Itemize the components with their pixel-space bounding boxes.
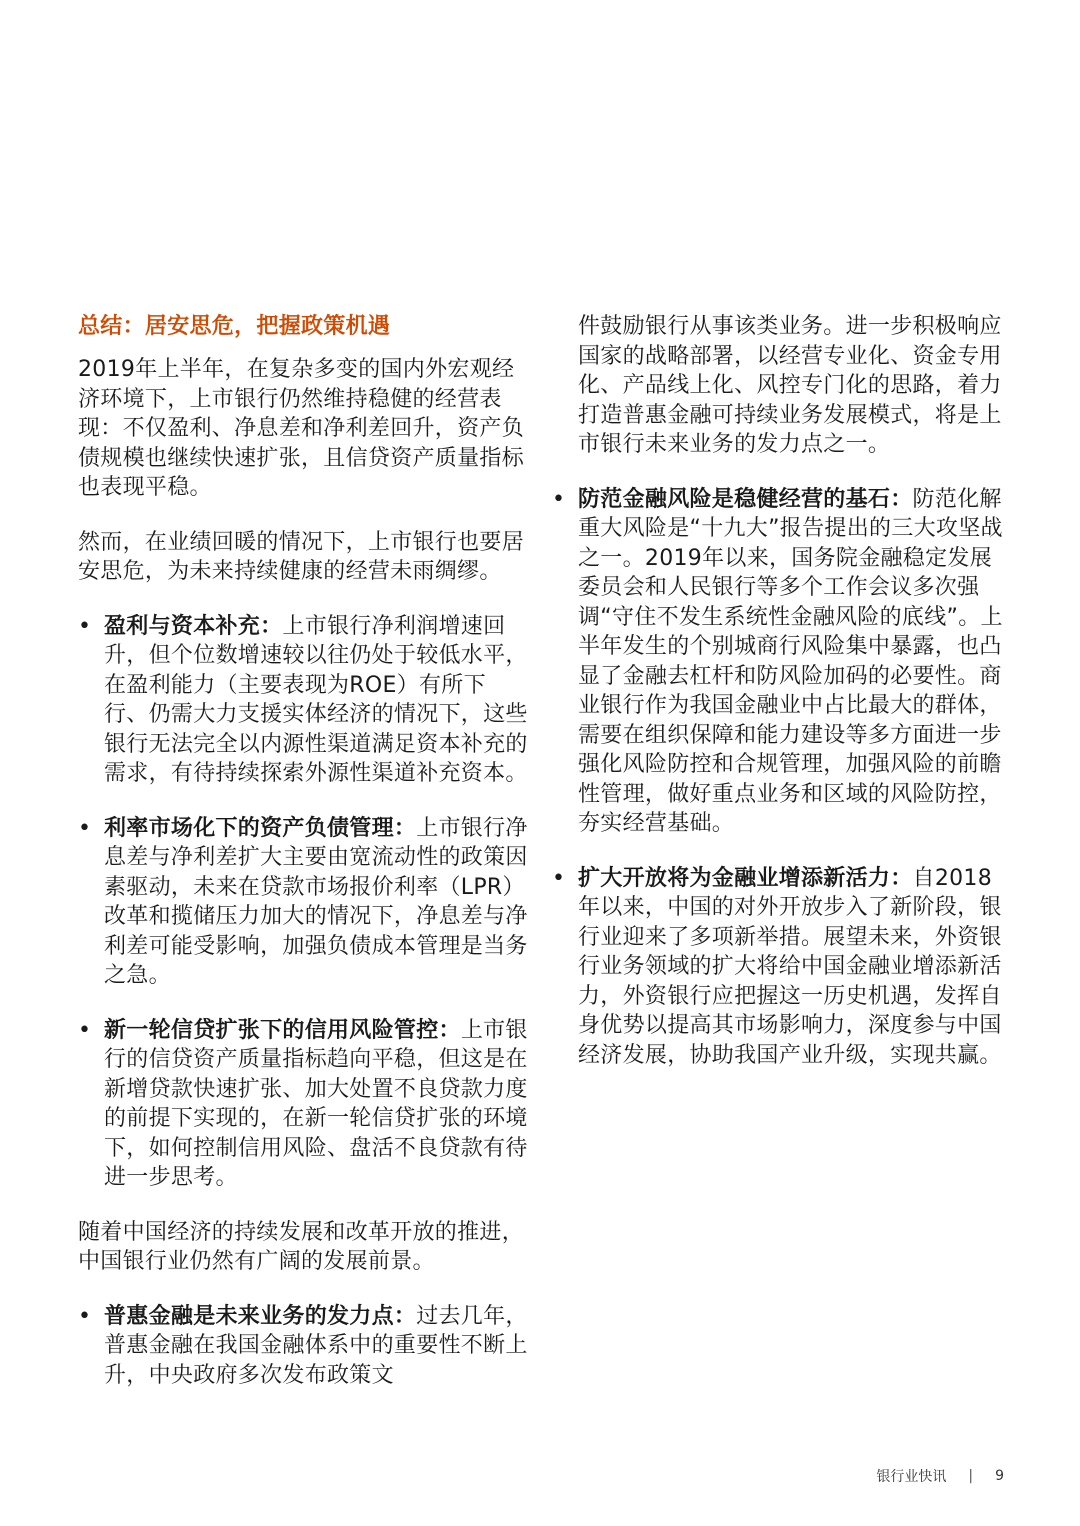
bullet-lead: 防范金融风险是稳健经营的基石： — [578, 486, 913, 512]
bullet-text: 上市银行净息差与净利差扩大主要由宽流动性的政策因素驱动，未来在贷款市场报价利率（LPR）改革和揽储压力加大的情况下，净息差与净利差可能受影响，加强负债成本管理是当务之急。 — [104, 815, 528, 988]
risk-bullet-list — [78, 612, 530, 1193]
bullet-asset-liability — [78, 814, 530, 991]
bullet-lead: 新一轮信贷扩张下的信用风险管控： — [104, 1017, 461, 1043]
bullet-opening-up — [552, 864, 1006, 1071]
left-column — [78, 308, 530, 1415]
paragraph-summary: 2019年上半年，在复杂多变的国内外宏观经济环境下，上市银行仍然维持稳健的经营表现：不仅盈利、净息差和净利差回升，资产负债规模也继续快速扩张，且信贷资产质量指标也表现平稳。 — [78, 357, 525, 500]
footer-separator: | — [968, 1468, 974, 1484]
right-bullet-list — [552, 485, 1006, 1071]
paragraph-outlook: 随着中国经济的持续发展和改革开放的推进，中国银行业仍然有广阔的发展前景。 — [78, 1219, 525, 1274]
publication-name: 银行业快讯 — [876, 1469, 947, 1485]
bullet-text: 过去几年，普惠金融在我国金融体系中的重要性不断上升，中央政府多次发布政策文 — [104, 1303, 528, 1388]
paragraph-continuation: 件鼓励银行从事该类业务。进一步积极响应国家的战略部署，以经营专业化、资金专用化、产品线上化、风控专门化的思路，着力打造普惠金融可持续业务发展模式，将是上市银行未来业务的发力点之一。 — [578, 314, 1002, 457]
bullet-lead: 盈利与资本补充： — [104, 613, 283, 639]
bullet-text: 自2018年以来，中国的对外开放步入了新阶段，银行业迎来了多项新举措。展望未来，外资银行业务领域的扩大将给中国金融业增添新活力，外资银行应把握这一历史机遇，发挥自身优势以提高其市场影响力，深度参与中国经济发展，协助我国产业升级，实现共赢。 — [578, 865, 1002, 1068]
section-heading: 总结：居安思危，把握政策机遇 — [78, 314, 391, 339]
bullet-text: 防范化解重大风险是“十九大”报告提出的三大攻坚战之一。2019年以来，国务院金融稳定发展委员会和人民银行等多个工作会议多次强调“守住不发生系统性金融风险的底线”。上半年发生的个别城商行风险集中暴露，也凸显了金融去杠杆和防风险加码的必要性。商业银行作为我国金融业中占比最大的群体，需要在组织保障和能力建设等多方面进一步强化风险防控和合规管理，加强风险的前瞻性管理，做好重点业务和区域的风险防控，夯实经营基础。 — [578, 486, 1003, 836]
bullet-profit-capital — [78, 612, 530, 789]
bullet-financial-risk — [552, 485, 1006, 839]
bullet-inclusive-finance — [78, 1302, 530, 1391]
paragraph-caution: 然而，在业绩回暖的情况下，上市银行也要居安思危，为未来持续健康的经营未雨绸缪。 — [78, 529, 525, 584]
bullet-lead: 普惠金融是未来业务的发力点： — [104, 1303, 417, 1329]
bullet-lead: 扩大开放将为金融业增添新活力： — [578, 865, 913, 891]
page-footer — [876, 1466, 1004, 1486]
opportunity-bullet-list — [78, 1302, 530, 1391]
right-column — [578, 308, 1006, 1095]
bullet-lead: 利率市场化下的资产负债管理： — [104, 815, 417, 841]
page-number: 9 — [995, 1468, 1004, 1484]
bullet-credit-risk — [78, 1016, 530, 1193]
bullet-text: 上市银行净利润增速回升，但个位数增速较以往仍处于较低水平，在盈利能力（主要表现为ROE）有所下行、仍需大力支援实体经济的情况下，这些银行无法完全以内源性渠道满足资本补充的需求，有待持续探索外源性渠道补充资本。 — [104, 613, 528, 786]
bullet-text: 上市银行的信贷资产质量指标趋向平稳，但这是在新增贷款快速扩张、加大处置不良贷款力度的前提下实现的，在新一轮信贷扩张的环境下，如何控制信用风险、盘活不良贷款有待进一步思考。 — [104, 1017, 528, 1190]
